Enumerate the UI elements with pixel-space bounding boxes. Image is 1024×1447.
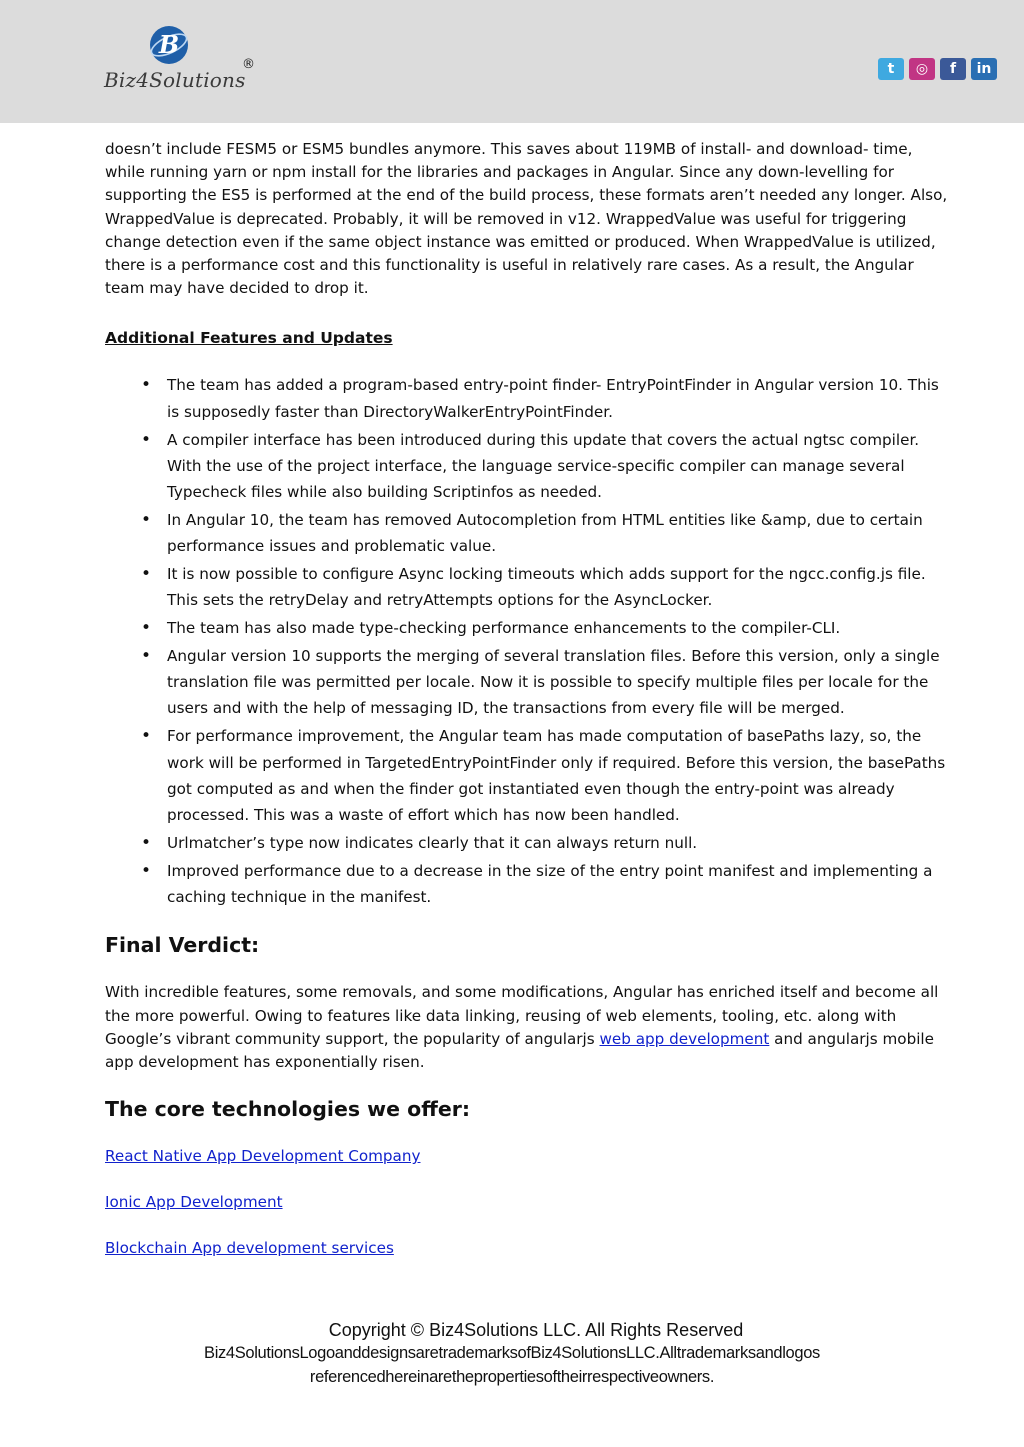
trademark-line-2: referencedhereinarethepropertiesoftheirrespectiveowners. [309, 1368, 715, 1386]
list-item: • Improved performance due to a decrease in the size of the entry point manifest and implementing a caching technique in the manifest. [167, 858, 950, 911]
final-verdict-heading: Final Verdict: [105, 933, 260, 958]
logo-wordmark: Biz4Solutions [104, 68, 246, 92]
list-item: • In Angular 10, the team has removed Autocompletion from HTML entities like &amp, due to certain performance issues and problematic value. [167, 507, 950, 560]
list-item: • For performance improvement, the Angular team has made computation of basePaths lazy, so, the work will be performed in TargetedEntryPointFinder only if required. Before this version, the basePaths got computed as and when the finder got instantiated even though the entry-point was already processed. This was a waste of effort which has now been handled. [167, 723, 950, 828]
additional-features-heading: Additional Features and Updates [105, 329, 393, 348]
linkedin-icon[interactable]: in [971, 58, 997, 80]
web-app-development-link[interactable]: web app development [599, 1029, 770, 1048]
core-technologies-heading: The core technologies we offer: [105, 1097, 471, 1122]
twitter-icon[interactable]: t [878, 58, 904, 80]
verdict-text-start: With incredible features, some removals, and some modifications, Angular has enriched itself and become all the more powerful. Owing to features like data linking, reusing of web elements, tooling, etc. along with Google’s vibrant community support, the popularity of angularjs [105, 983, 939, 1048]
facebook-icon[interactable]: f [940, 58, 966, 80]
list-item: • The team has also made type-checking performance enhancements to the compiler-CLI. [167, 615, 950, 641]
react-native-link[interactable]: React Native App Development Company [105, 1147, 421, 1166]
trademark-line-1: Biz4SolutionsLogoanddesignsaretrademarksofBiz4SolutionsLLC.Alltrademarksandlogos [204, 1344, 820, 1362]
instagram-icon[interactable]: ◎ [909, 58, 935, 80]
core-technologies-links [105, 1145, 950, 1260]
copyright-text: Copyright © Biz4Solutions LLC. All Rights Reserved [328, 1320, 744, 1340]
logo-letter: B [158, 30, 180, 59]
verdict-paragraph [105, 981, 950, 1074]
biz4solutions-logo[interactable] [104, 24, 264, 94]
registered-mark: ® [242, 57, 255, 72]
list-item: • Angular version 10 supports the merging of several translation files. Before this version, only a single translation file was permitted per locale. Now it is possible to specify multiple files per locale for the users and with the help of messaging ID, the transactions from every file will be merged. [167, 643, 950, 722]
blockchain-link[interactable]: Blockchain App development services [105, 1239, 394, 1258]
logo-globe-icon [148, 24, 190, 66]
page-footer [0, 1318, 1024, 1390]
ionic-link[interactable]: Ionic App Development [105, 1193, 283, 1212]
intro-paragraph: doesn’t include FESM5 or ESM5 bundles anymore. This saves about 119MB of install- and download- time, while running yarn or npm install for the libraries and packages in Angular. Since any down-levelling for supporting the ES5 is performed at the end of the build process, these formats aren’t needed any longer. Also, WrappedValue is deprecated. Probably, it will be removed in v12. WrappedValue was useful for triggering change detection even if the same object instance was emitted or produced. When WrappedValue is utilized, there is a performance cost and this functionality is useful in relatively rare cases. As a result, the Angular team may have decided to drop it. [105, 140, 948, 298]
verdict-text-end: and angularjs mobile app development has exponentially risen. [105, 1029, 934, 1071]
article-body [105, 138, 950, 1283]
list-item: • A compiler interface has been introduced during this update that covers the actual ngtsc compiler. With the use of the project interface, the language service-specific compiler can manage several Typecheck files while also building Scriptinfos as needed. [167, 427, 950, 506]
page-header [0, 0, 1024, 123]
features-list [105, 372, 950, 910]
list-item: • Urlmatcher’s type now indicates clearly that it can always return null. [167, 830, 950, 856]
list-item: • The team has added a program-based entry-point finder- EntryPointFinder in Angular version 10. This is supposedly faster than DirectoryWalkerEntryPointFinder. [167, 372, 950, 425]
social-icons [878, 58, 997, 80]
list-item: • It is now possible to configure Async locking timeouts which adds support for the ngcc.config.js file. This sets the retryDelay and retryAttempts options for the AsyncLocker. [167, 561, 950, 614]
